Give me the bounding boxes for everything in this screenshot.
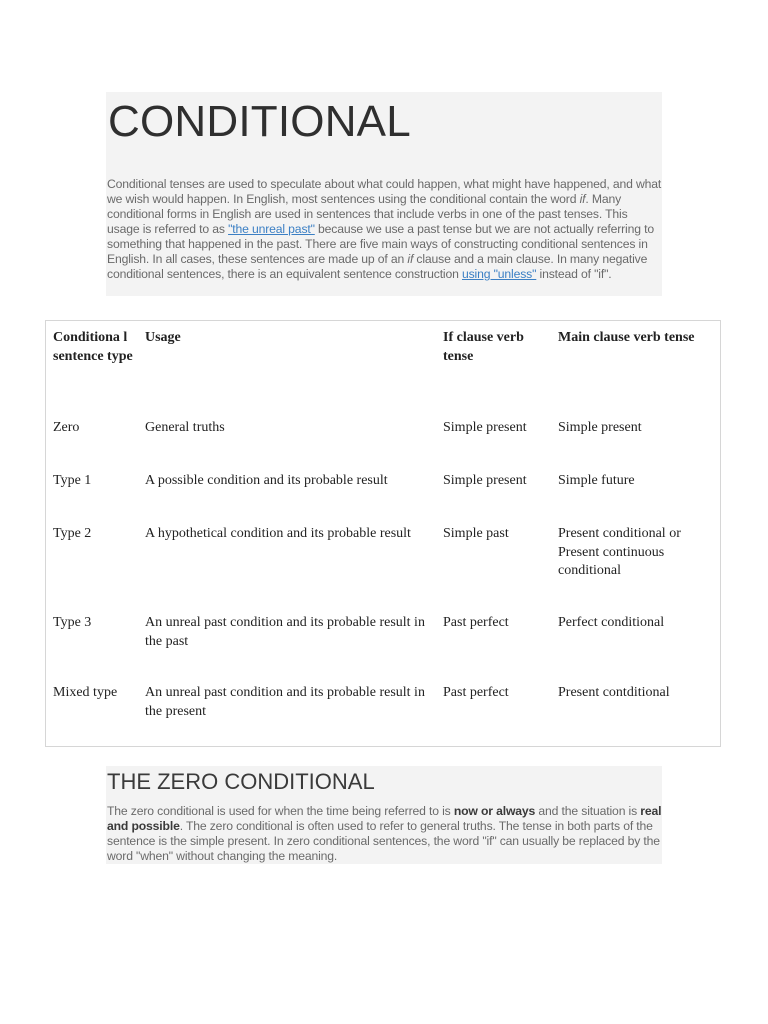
zero-conditional-section [106,766,662,864]
table-header-usage: Usage [145,330,181,345]
table-cell: Present contditional [558,685,670,700]
table-cell: Simple present [443,420,527,435]
conditional-types-table [45,320,721,747]
unreal-past-link[interactable]: "the unreal past" [228,222,315,236]
page-title: CONDITIONAL [108,97,411,146]
table-cell: Present conditional or Present continuous conditional [558,526,681,578]
table-cell: A possible condition and its probable result [145,473,388,488]
table-header-if-clause: If clause verb tense [443,330,524,364]
table-cell: Simple past [443,526,509,541]
table-cell: Mixed type [53,685,118,700]
intro-section [106,92,662,296]
table-cell: An unreal past condition and its probable result in the present [145,685,425,719]
table-cell: Simple future [558,473,635,488]
table-cell: Perfect conditional [558,615,665,630]
table-header-main-clause: Main clause verb tense [558,330,695,345]
table-cell: Type 1 [53,473,92,488]
intro-paragraph: Conditional tenses are used to speculate about what could happen, what might have happened, and what we wish would happen. In English, most sentences using the conditional contain the word if. Many conditional forms in English are used in sentences that include verbs in one of the past tenses. This usage is referred to as "the unreal past" because we use a past tense but we are not actually referring to something that happened in the past. There are five main ways of constructing conditional sentences in English. In all cases, these sentences are made up of an if clause and a main clause. In many negative conditional sentences, there is an equivalent sentence construction using "unless" instead of "if". [107,177,662,281]
table-cell: Type 2 [53,526,92,541]
table-cell: Past perfect [443,615,509,630]
table-cell: Type 3 [53,615,92,630]
table-cell: Zero [53,420,80,435]
table-cell: Simple present [443,473,527,488]
table-cell: General truths [145,420,225,435]
table-cell: Simple present [558,420,642,435]
table-cell: Past perfect [443,685,509,700]
zero-conditional-paragraph: The zero conditional is used for when the time being referred to is now or always and the situation is real and possible. The zero conditional is often used to refer to general truths. The tense in both parts of the sentence is the simple present. In zero conditional sentences, the word "if" can usually be replaced by the word "when" without changing the meaning. [107,804,662,863]
table-header-type: Conditiona l sentence type [53,330,133,364]
table-cell: A hypothetical condition and its probable result [145,526,411,541]
table-cell: An unreal past condition and its probable result in the past [145,615,425,649]
using-unless-link[interactable]: using "unless" [461,267,537,281]
section-title: THE ZERO CONDITIONAL [107,769,375,794]
